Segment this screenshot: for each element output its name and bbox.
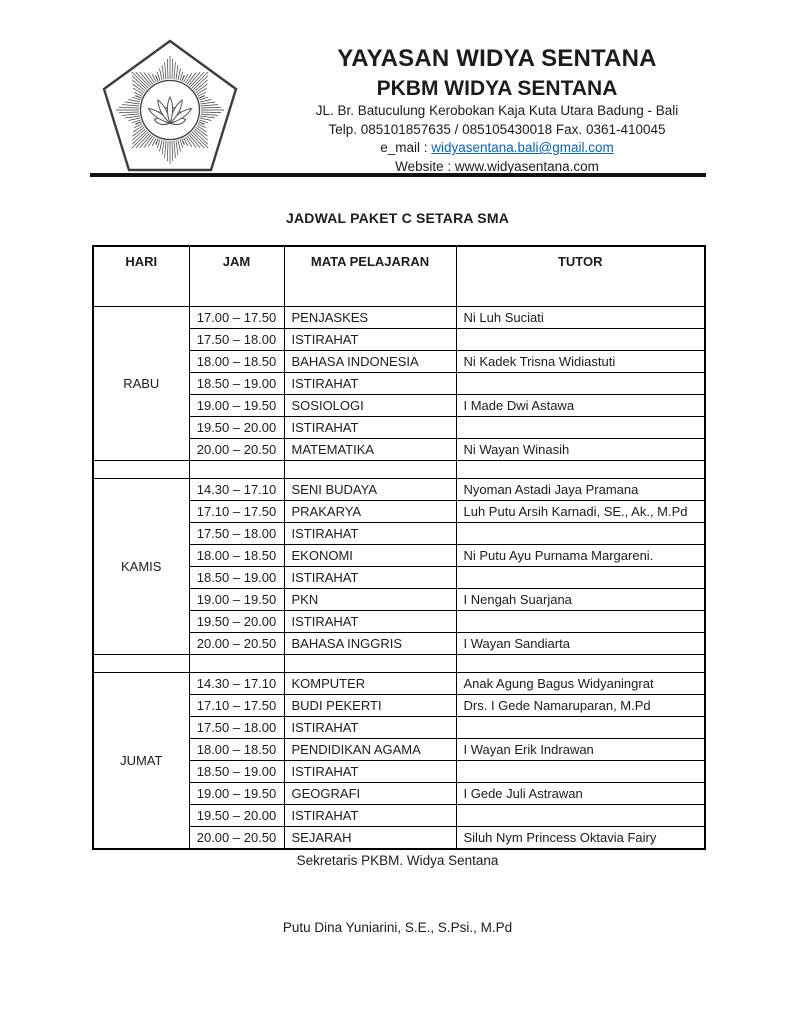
tutor-cell	[456, 761, 705, 783]
column-header-mapel: MATA PELAJARAN	[284, 246, 456, 307]
day-cell: KAMIS	[93, 479, 189, 655]
page-title: JADWAL PAKET C SETARA SMA	[285, 210, 510, 226]
tutor-cell: I Wayan Erik Indrawan	[456, 739, 705, 761]
table-row	[93, 673, 705, 695]
schedule-table	[92, 245, 706, 850]
subject-cell: SOSIOLOGI	[284, 395, 456, 417]
spacer-cell	[93, 655, 189, 673]
subject-cell: EKONOMI	[284, 545, 456, 567]
tutor-cell: Siluh Nym Princess Oktavia Fairy	[456, 827, 705, 850]
table-header-row	[93, 246, 705, 307]
spacer-cell	[189, 655, 284, 673]
subject-cell: ISTIRAHAT	[284, 761, 456, 783]
subject-cell: PENDIDIKAN AGAMA	[284, 739, 456, 761]
time-cell: 19.50 – 20.00	[189, 611, 284, 633]
day-cell: JUMAT	[93, 673, 189, 850]
time-cell: 20.00 – 20.50	[189, 633, 284, 655]
tutor-cell: Ni Putu Ayu Purnama Margareni.	[456, 545, 705, 567]
time-cell: 19.00 – 19.50	[189, 395, 284, 417]
tutor-cell	[456, 373, 705, 395]
time-cell: 14.30 – 17.10	[189, 673, 284, 695]
time-cell: 19.50 – 20.00	[189, 417, 284, 439]
day-cell: RABU	[93, 307, 189, 461]
time-cell: 17.50 – 18.00	[189, 329, 284, 351]
subject-cell: ISTIRAHAT	[284, 329, 456, 351]
spacer-row	[93, 655, 705, 673]
time-cell: 17.50 – 18.00	[189, 717, 284, 739]
column-header-tutor: TUTOR	[456, 246, 705, 307]
signature-name: Putu Dina Yuniarini, S.E., S.Psi., M.Pd	[282, 920, 513, 935]
email-line	[288, 139, 706, 158]
time-cell: 20.00 – 20.50	[189, 439, 284, 461]
subject-cell: ISTIRAHAT	[284, 373, 456, 395]
subject-cell: PRAKARYA	[284, 501, 456, 523]
tutor-cell: I Nengah Suarjana	[456, 589, 705, 611]
time-cell: 18.50 – 19.00	[189, 567, 284, 589]
time-cell: 19.50 – 20.00	[189, 805, 284, 827]
tutor-cell	[456, 567, 705, 589]
time-cell: 18.00 – 18.50	[189, 739, 284, 761]
unit-name: PKBM WIDYA SENTANA	[376, 77, 618, 100]
subject-cell: BUDI PEKERTI	[284, 695, 456, 717]
spacer-cell	[189, 461, 284, 479]
spacer-cell	[284, 655, 456, 673]
time-cell: 19.00 – 19.50	[189, 589, 284, 611]
table-row	[93, 307, 705, 329]
subject-cell: MATEMATIKA	[284, 439, 456, 461]
time-cell: 18.00 – 18.50	[189, 545, 284, 567]
subject-cell: BAHASA INGGRIS	[284, 633, 456, 655]
subject-cell: GEOGRAFI	[284, 783, 456, 805]
letterhead	[288, 44, 706, 176]
pentagon-lotus-icon	[98, 163, 242, 180]
email-label: e_mail :	[380, 140, 432, 155]
organization-logo	[98, 36, 242, 176]
tutor-cell	[456, 523, 705, 545]
tutor-cell: Luh Putu Arsih Karnadi, SE., Ak., M.Pd	[456, 501, 705, 523]
spacer-cell	[93, 461, 189, 479]
tutor-cell: I Made Dwi Astawa	[456, 395, 705, 417]
tutor-cell: Nyoman Astadi Jaya Pramana	[456, 479, 705, 501]
time-cell: 14.30 – 17.10	[189, 479, 284, 501]
subject-cell: SENI BUDAYA	[284, 479, 456, 501]
tutor-cell: I Gede Juli Astrawan	[456, 783, 705, 805]
time-cell: 17.10 – 17.50	[189, 695, 284, 717]
subject-cell: PENJASKES	[284, 307, 456, 329]
signature-role: Sekretaris PKBM. Widya Sentana	[296, 853, 499, 868]
subject-cell: BAHASA INDONESIA	[284, 351, 456, 373]
spacer-cell	[284, 461, 456, 479]
tutor-cell: I Wayan Sandiarta	[456, 633, 705, 655]
subject-cell: ISTIRAHAT	[284, 417, 456, 439]
tutor-cell: Ni Kadek Trisna Widiastuti	[456, 351, 705, 373]
table-row	[93, 479, 705, 501]
column-header-hari: HARI	[93, 246, 189, 307]
phone-line: Telp. 085101857635 / 085105430018 Fax. 0361-410045	[328, 121, 666, 137]
subject-cell: SEJARAH	[284, 827, 456, 850]
time-cell: 18.00 – 18.50	[189, 351, 284, 373]
subject-cell: KOMPUTER	[284, 673, 456, 695]
time-cell: 17.10 – 17.50	[189, 501, 284, 523]
tutor-cell: Ni Wayan Winasih	[456, 439, 705, 461]
time-cell: 18.50 – 19.00	[189, 373, 284, 395]
time-cell: 18.50 – 19.00	[189, 761, 284, 783]
tutor-cell	[456, 717, 705, 739]
column-header-jam: JAM	[189, 246, 284, 307]
subject-cell: PKN	[284, 589, 456, 611]
spacer-cell	[456, 461, 705, 479]
time-cell: 17.00 – 17.50	[189, 307, 284, 329]
subject-cell: ISTIRAHAT	[284, 523, 456, 545]
tutor-cell: Ni Luh Suciati	[456, 307, 705, 329]
subject-cell: ISTIRAHAT	[284, 611, 456, 633]
spacer-row	[93, 461, 705, 479]
organization-name: YAYASAN WIDYA SENTANA	[337, 45, 657, 72]
spacer-cell	[456, 655, 705, 673]
subject-cell: ISTIRAHAT	[284, 805, 456, 827]
tutor-cell	[456, 611, 705, 633]
address-line: JL. Br. Batuculung Kerobokan Kaja Kuta Utara Badung - Bali	[315, 103, 679, 118]
subject-cell: ISTIRAHAT	[284, 567, 456, 589]
tutor-cell	[456, 417, 705, 439]
letterhead-divider	[90, 173, 706, 177]
time-cell: 20.00 – 20.50	[189, 827, 284, 850]
tutor-cell	[456, 329, 705, 351]
subject-cell: ISTIRAHAT	[284, 717, 456, 739]
tutor-cell: Drs. I Gede Namaruparan, M.Pd	[456, 695, 705, 717]
tutor-cell: Anak Agung Bagus Widyaningrat	[456, 673, 705, 695]
email-link[interactable]: widyasentana.bali@gmail.com	[431, 140, 614, 155]
tutor-cell	[456, 805, 705, 827]
time-cell: 19.00 – 19.50	[189, 783, 284, 805]
website-line: Website : www.widyasentana.com	[395, 158, 599, 174]
time-cell: 17.50 – 18.00	[189, 523, 284, 545]
